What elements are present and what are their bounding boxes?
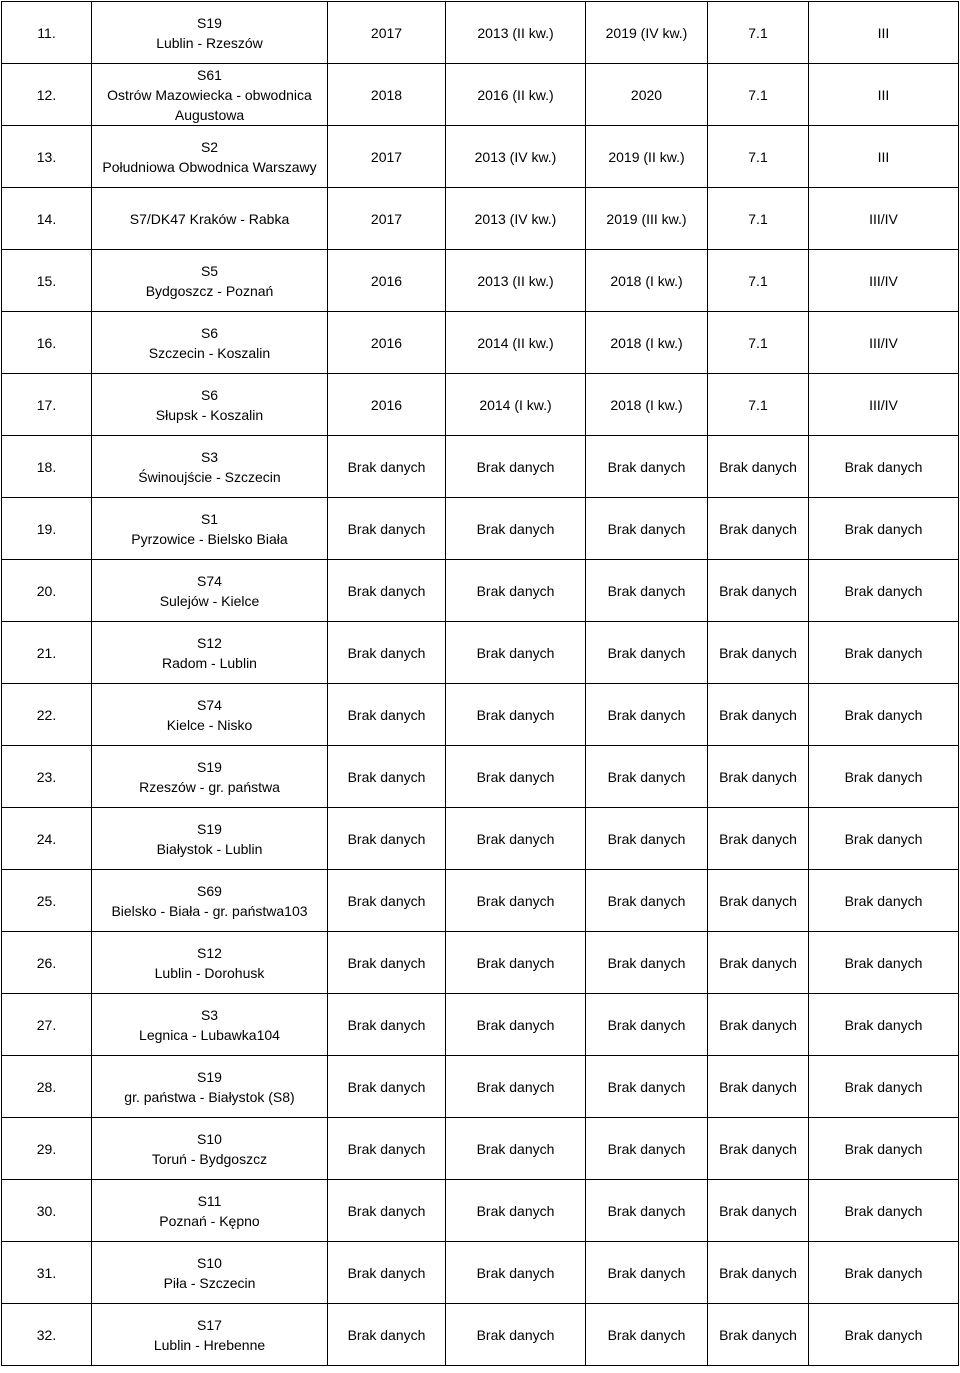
data-cell-4: Brak danych	[708, 1180, 809, 1242]
row-number: 32.	[2, 1304, 92, 1366]
data-cell-3: Brak danych	[586, 560, 708, 622]
road-number: S12	[197, 944, 222, 961]
data-cell-1: Brak danych	[328, 808, 446, 870]
row-number: 24.	[2, 808, 92, 870]
road-number: S3	[200, 448, 219, 465]
road-section-cell	[92, 498, 328, 560]
table-row	[2, 1180, 959, 1242]
table-row	[2, 1056, 959, 1118]
data-cell-4: Brak danych	[708, 1304, 809, 1366]
data-cell-1: 2018	[328, 64, 446, 126]
data-cell-1: Brak danych	[328, 560, 446, 622]
data-cell-3: Brak danych	[586, 498, 708, 560]
table-row	[2, 188, 959, 250]
road-number: S6	[200, 386, 219, 403]
road-section-cell	[92, 312, 328, 374]
data-cell-2: Brak danych	[446, 622, 586, 684]
data-cell-4: Brak danych	[708, 808, 809, 870]
data-cell-2: Brak danych	[446, 808, 586, 870]
row-number: 26.	[2, 932, 92, 994]
section-name: Słupsk - Koszalin	[155, 406, 264, 423]
road-section-cell	[92, 808, 328, 870]
data-cell-2: 2013 (II kw.)	[446, 250, 586, 312]
road-number: S69	[197, 882, 222, 899]
road-number: S17	[197, 1316, 222, 1333]
data-cell-4: 7.1	[708, 126, 809, 188]
data-cell-3: 2020	[586, 64, 708, 126]
data-cell-1: 2017	[328, 2, 446, 64]
table-row	[2, 1242, 959, 1304]
row-number: 27.	[2, 994, 92, 1056]
road-number: S74	[197, 696, 222, 713]
road-number: S5	[200, 262, 219, 279]
data-cell-2: 2014 (II kw.)	[446, 312, 586, 374]
data-cell-4: Brak danych	[708, 932, 809, 994]
data-cell-4: 7.1	[708, 250, 809, 312]
data-cell-5: Brak danych	[809, 436, 959, 498]
data-cell-5: III/IV	[809, 188, 959, 250]
row-number: 19.	[2, 498, 92, 560]
table-row	[2, 312, 959, 374]
road-section-cell	[92, 746, 328, 808]
table-row	[2, 808, 959, 870]
row-number: 29.	[2, 1118, 92, 1180]
data-cell-5: III	[809, 126, 959, 188]
data-cell-5: Brak danych	[809, 560, 959, 622]
data-cell-4: Brak danych	[708, 560, 809, 622]
table-row	[2, 622, 959, 684]
section-name: Południowa Obwodnica Warszawy	[102, 158, 317, 175]
row-number: 17.	[2, 374, 92, 436]
data-cell-3: Brak danych	[586, 1242, 708, 1304]
section-name: Świnoujście - Szczecin	[138, 468, 281, 485]
road-section-cell	[92, 436, 328, 498]
road-number: S6	[200, 324, 219, 341]
data-cell-3: 2019 (IV kw.)	[586, 2, 708, 64]
table-row	[2, 1304, 959, 1366]
data-cell-1: Brak danych	[328, 622, 446, 684]
section-name: Lublin - Rzeszów	[156, 34, 263, 51]
road-number: S19	[197, 758, 222, 775]
data-cell-4: Brak danych	[708, 746, 809, 808]
data-cell-2: Brak danych	[446, 870, 586, 932]
road-section-cell	[92, 1118, 328, 1180]
section-name: Lublin - Hrebenne	[153, 1336, 266, 1353]
section-name: Legnica - Lubawka104	[139, 1026, 280, 1043]
data-cell-5: III/IV	[809, 312, 959, 374]
data-cell-1: Brak danych	[328, 1118, 446, 1180]
data-cell-3: 2018 (I kw.)	[586, 312, 708, 374]
data-cell-5: Brak danych	[809, 746, 959, 808]
data-cell-2: Brak danych	[446, 1056, 586, 1118]
road-section-cell	[92, 994, 328, 1056]
road-number: S61	[197, 66, 222, 83]
row-number: 14.	[2, 188, 92, 250]
data-cell-5: III	[809, 2, 959, 64]
data-cell-4: Brak danych	[708, 1056, 809, 1118]
data-cell-1: 2017	[328, 188, 446, 250]
data-cell-3: 2019 (III kw.)	[586, 188, 708, 250]
table-row	[2, 994, 959, 1056]
data-cell-3: Brak danych	[586, 1180, 708, 1242]
row-number: 15.	[2, 250, 92, 312]
data-cell-5: Brak danych	[809, 1056, 959, 1118]
table-row	[2, 2, 959, 64]
road-section-cell	[92, 870, 328, 932]
section-name: Poznań - Kępno	[159, 1212, 260, 1229]
table-row	[2, 374, 959, 436]
data-cell-3: Brak danych	[586, 622, 708, 684]
data-cell-1: Brak danych	[328, 1180, 446, 1242]
data-cell-5: Brak danych	[809, 1118, 959, 1180]
data-cell-2: Brak danych	[446, 498, 586, 560]
road-section-cell	[92, 188, 328, 250]
data-cell-5: Brak danych	[809, 808, 959, 870]
data-cell-1: 2016	[328, 374, 446, 436]
table-row	[2, 870, 959, 932]
data-cell-3: Brak danych	[586, 1118, 708, 1180]
road-section-cell	[92, 1242, 328, 1304]
data-cell-3: 2018 (I kw.)	[586, 374, 708, 436]
data-cell-1: Brak danych	[328, 1056, 446, 1118]
road-number: S2	[200, 138, 219, 155]
road-section-cell	[92, 622, 328, 684]
data-cell-3: 2018 (I kw.)	[586, 250, 708, 312]
data-cell-4: 7.1	[708, 188, 809, 250]
road-number: S10	[197, 1254, 222, 1271]
road-section-cell	[92, 64, 328, 126]
section-name: Ostrów Mazowiecka - obwodnica Augustowa	[107, 86, 312, 123]
data-cell-4: Brak danych	[708, 870, 809, 932]
section-name: Radom - Lublin	[162, 654, 257, 671]
road-section-cell	[92, 1056, 328, 1118]
table-row	[2, 436, 959, 498]
table-row	[2, 64, 959, 126]
data-cell-4: 7.1	[708, 312, 809, 374]
road-section-cell	[92, 2, 328, 64]
data-cell-1: Brak danych	[328, 1304, 446, 1366]
data-cell-4: 7.1	[708, 64, 809, 126]
data-cell-1: Brak danych	[328, 1242, 446, 1304]
data-cell-5: III/IV	[809, 374, 959, 436]
data-cell-5: Brak danych	[809, 932, 959, 994]
data-cell-4: Brak danych	[708, 498, 809, 560]
data-cell-2: Brak danych	[446, 1180, 586, 1242]
section-name: Białystok - Lublin	[156, 840, 263, 857]
data-cell-1: Brak danych	[328, 684, 446, 746]
row-number: 12.	[2, 64, 92, 126]
data-cell-2: 2016 (II kw.)	[446, 64, 586, 126]
data-cell-5: Brak danych	[809, 622, 959, 684]
data-cell-5: Brak danych	[809, 1180, 959, 1242]
data-cell-3: Brak danych	[586, 932, 708, 994]
data-cell-4: 7.1	[708, 2, 809, 64]
data-cell-1: Brak danych	[328, 994, 446, 1056]
section-name: Rzeszów - gr. państwa	[139, 778, 280, 795]
road-number: S3	[200, 1006, 219, 1023]
data-cell-4: Brak danych	[708, 436, 809, 498]
data-cell-4: Brak danych	[708, 684, 809, 746]
data-cell-3: Brak danych	[586, 994, 708, 1056]
section-name: Lublin - Dorohusk	[154, 964, 265, 981]
road-number: S10	[197, 1130, 222, 1147]
data-cell-2: Brak danych	[446, 1304, 586, 1366]
table-body	[2, 2, 959, 1366]
table-row	[2, 1118, 959, 1180]
data-cell-2: Brak danych	[446, 1242, 586, 1304]
row-number: 25.	[2, 870, 92, 932]
data-cell-3: Brak danych	[586, 1304, 708, 1366]
road-section-cell	[92, 932, 328, 994]
data-cell-3: Brak danych	[586, 684, 708, 746]
row-number: 11.	[2, 2, 92, 64]
data-cell-2: 2013 (IV kw.)	[446, 126, 586, 188]
data-cell-1: Brak danych	[328, 932, 446, 994]
data-cell-1: 2017	[328, 126, 446, 188]
road-number: S11	[197, 1192, 222, 1209]
table-row	[2, 250, 959, 312]
section-name: Kielce - Nisko	[166, 716, 253, 733]
table-row	[2, 560, 959, 622]
data-cell-1: Brak danych	[328, 498, 446, 560]
data-cell-3: Brak danych	[586, 746, 708, 808]
row-number: 30.	[2, 1180, 92, 1242]
road-section-cell	[92, 1180, 328, 1242]
road-number: S74	[197, 572, 222, 589]
table-row	[2, 684, 959, 746]
road-investment-table	[1, 1, 959, 1366]
table-row	[2, 746, 959, 808]
data-cell-5: Brak danych	[809, 684, 959, 746]
data-cell-3: Brak danych	[586, 1056, 708, 1118]
data-cell-3: 2019 (II kw.)	[586, 126, 708, 188]
data-cell-3: Brak danych	[586, 436, 708, 498]
data-cell-5: Brak danych	[809, 994, 959, 1056]
section-name: Sulejów - Kielce	[159, 592, 260, 609]
road-number: S7/DK47 Kraków - Rabka	[129, 210, 290, 227]
data-cell-1: 2016	[328, 250, 446, 312]
row-number: 20.	[2, 560, 92, 622]
road-section-cell	[92, 126, 328, 188]
data-cell-4: Brak danych	[708, 1118, 809, 1180]
data-cell-2: Brak danych	[446, 746, 586, 808]
data-cell-5: Brak danych	[809, 1304, 959, 1366]
table-row	[2, 498, 959, 560]
data-cell-5: Brak danych	[809, 870, 959, 932]
data-cell-4: Brak danych	[708, 1242, 809, 1304]
row-number: 31.	[2, 1242, 92, 1304]
data-cell-1: Brak danych	[328, 870, 446, 932]
road-section-cell	[92, 374, 328, 436]
row-number: 22.	[2, 684, 92, 746]
data-cell-5: Brak danych	[809, 498, 959, 560]
data-cell-2: Brak danych	[446, 1118, 586, 1180]
road-number: S19	[197, 14, 222, 31]
data-cell-3: Brak danych	[586, 870, 708, 932]
data-cell-5: III	[809, 64, 959, 126]
row-number: 28.	[2, 1056, 92, 1118]
section-name: Bielsko - Biała - gr. państwa103	[111, 902, 308, 919]
road-section-cell	[92, 684, 328, 746]
data-cell-4: Brak danych	[708, 994, 809, 1056]
section-name: Szczecin - Koszalin	[148, 344, 271, 361]
row-number: 13.	[2, 126, 92, 188]
road-number: S12	[197, 634, 222, 651]
row-number: 18.	[2, 436, 92, 498]
table-row	[2, 126, 959, 188]
section-name: Piła - Szczecin	[163, 1274, 256, 1291]
road-number: S19	[197, 1068, 222, 1085]
data-cell-5: III/IV	[809, 250, 959, 312]
data-cell-2: 2014 (I kw.)	[446, 374, 586, 436]
road-section-cell	[92, 1304, 328, 1366]
data-cell-5: Brak danych	[809, 1242, 959, 1304]
row-number: 21.	[2, 622, 92, 684]
data-cell-1: 2016	[328, 312, 446, 374]
table-row	[2, 932, 959, 994]
data-cell-2: Brak danych	[446, 684, 586, 746]
road-section-cell	[92, 250, 328, 312]
data-cell-3: Brak danych	[586, 808, 708, 870]
data-cell-4: Brak danych	[708, 622, 809, 684]
data-cell-2: 2013 (II kw.)	[446, 2, 586, 64]
road-number: S1	[200, 510, 219, 527]
section-name: Toruń - Bydgoszcz	[151, 1150, 268, 1167]
row-number: 23.	[2, 746, 92, 808]
data-cell-2: Brak danych	[446, 932, 586, 994]
data-cell-1: Brak danych	[328, 436, 446, 498]
section-name: Pyrzowice - Bielsko Biała	[131, 530, 288, 547]
data-cell-1: Brak danych	[328, 746, 446, 808]
road-section-cell	[92, 560, 328, 622]
section-name: gr. państwa - Białystok (S8)	[124, 1088, 295, 1105]
data-cell-2: 2013 (IV kw.)	[446, 188, 586, 250]
data-cell-2: Brak danych	[446, 560, 586, 622]
data-cell-2: Brak danych	[446, 994, 586, 1056]
data-cell-2: Brak danych	[446, 436, 586, 498]
row-number: 16.	[2, 312, 92, 374]
road-number: S19	[197, 820, 222, 837]
data-cell-4: 7.1	[708, 374, 809, 436]
section-name: Bydgoszcz - Poznań	[145, 282, 274, 299]
